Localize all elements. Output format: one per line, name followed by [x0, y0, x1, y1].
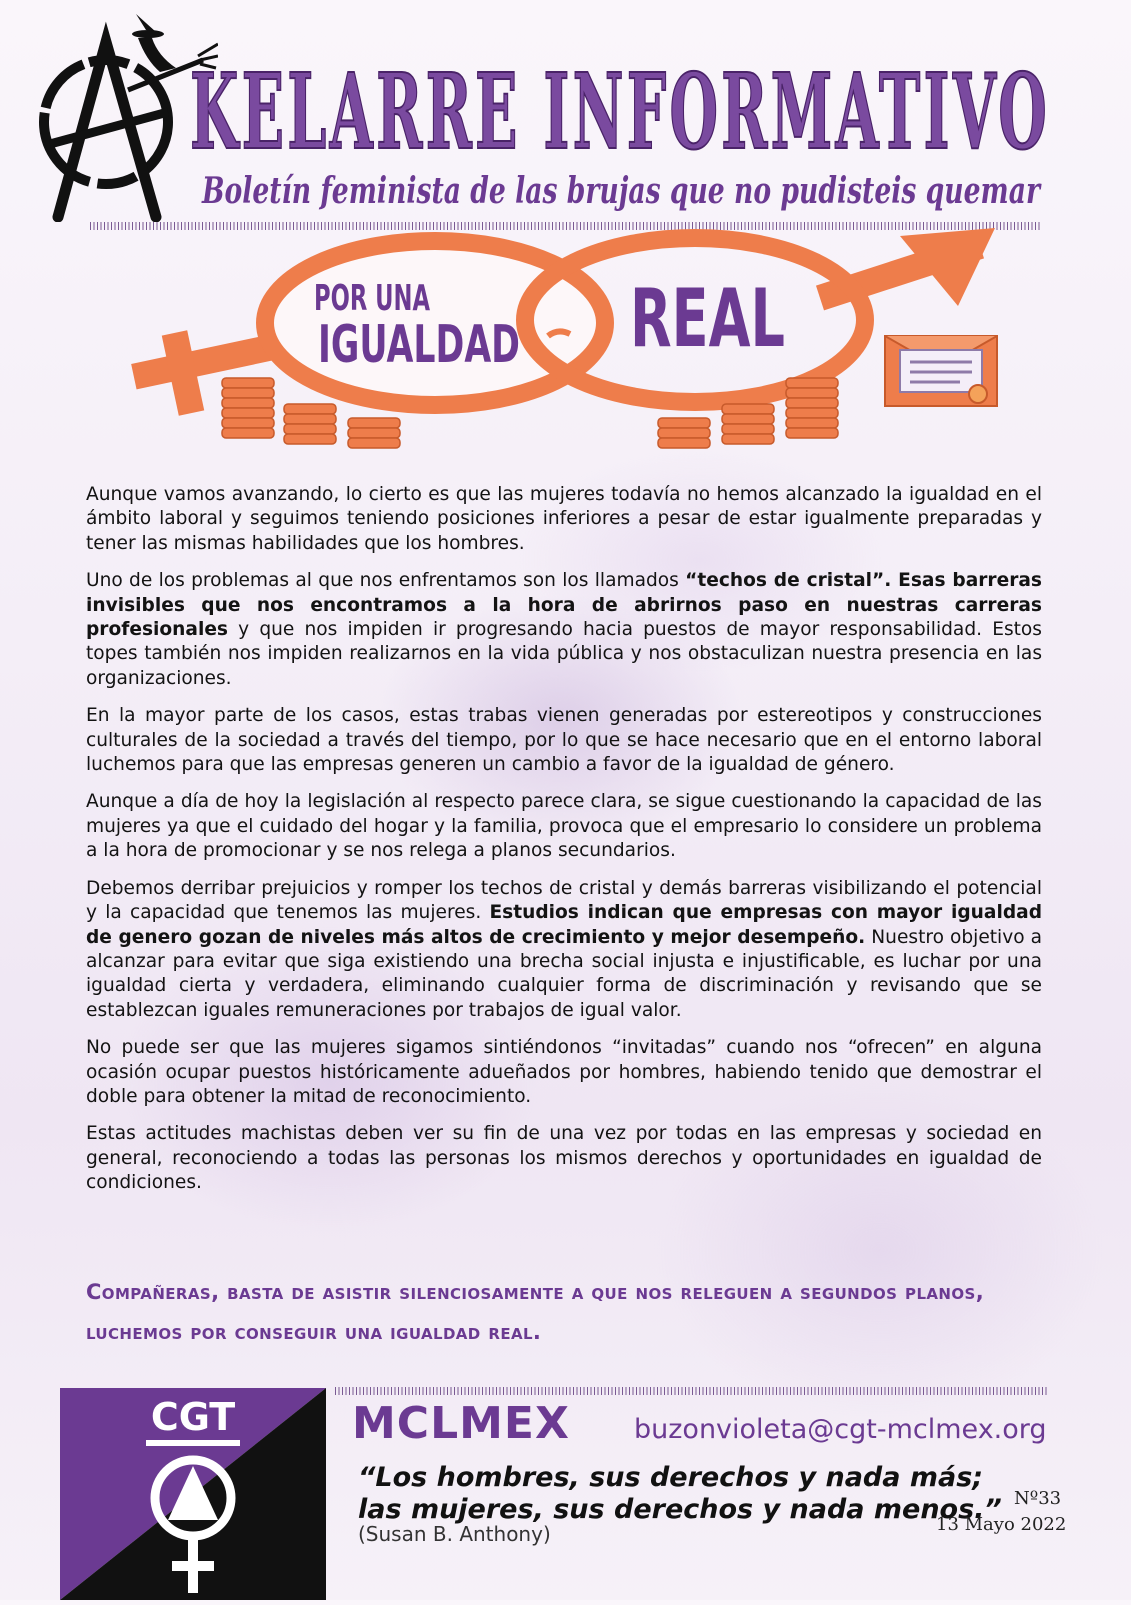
newsletter-subtitle — [200, 165, 1080, 220]
coin-stacks-right — [658, 378, 838, 448]
newsletter-subtitle-text: Boletín feminista de las brujas que no pudisteis quemar — [201, 170, 1043, 212]
certificate-icon — [885, 336, 997, 406]
quote-line: las mujeres, sus derechos y nada menos.” — [358, 1494, 1002, 1525]
issue-date: 13 Mayo 2022 — [936, 1514, 1067, 1535]
quote-line: “Los hombres, sus derechos y nada más; — [358, 1462, 984, 1493]
paragraph-text: Uno de los problemas al que nos enfrentamos son los llamados — [86, 570, 686, 592]
article-paragraph: Aunque a día de hoy la legislación al respecto parece clara, se sigue cuestionando la capacidad de las mujeres ya que el cuidado del hogar y la familia, provoca que el empresario lo considere un problema a la hora de promocionar y se nos relega a planos secundarios. — [86, 791, 1042, 862]
cgt-logo-block — [60, 1388, 326, 1600]
closing-call: Compañeras, basta de asistir silenciosamente a que nos releguen a segundos planos, luchemos por conseguir una igualdad real. — [86, 1280, 985, 1344]
footer-divider — [335, 1387, 1047, 1395]
paragraph-highlight: Estudios indican que empresas con mayor igualdad de genero gozan de niveles más altos de crecimiento y mejor desempeño. — [86, 902, 1042, 948]
paragraph-highlight: “techos de cristal”. Esas barreras invisibles que nos encontramos a la hora de abrirnos paso en nuestras carreras profesionales — [86, 570, 1042, 641]
cgt-label: CGT — [150, 1395, 236, 1439]
footer-quote — [358, 1462, 1002, 1526]
issue-number: Nº33 — [1014, 1488, 1062, 1509]
article-paragraph: En la mayor parte de los casos, estas trabas vienen generadas por estereotipos y construcciones culturales de la sociedad a través del tiempo, por lo que se hace necesario que en el entorno laboral luchemos para que las empresas generen un cambio a favor de la igualdad de género. — [86, 705, 1042, 776]
org-name: MCLMEX — [352, 1398, 570, 1449]
banner-por-una: POR UNA — [314, 278, 431, 319]
paragraph-text: y que nos impiden ir progresando hacia puestos de mayor responsabilidad. Estos topes también nos impiden realizarnos en la vida pública y nos obstaculizan nuestra presencia en las organizaciones. — [86, 619, 1042, 689]
article-paragraph — [86, 877, 1042, 1023]
paragraph-text: Nuestro objetivo a alcanzar para evitar que siga existiendo una brecha social injusta e injustificable, es luchar por una igualdad cierta y verdadera, eliminando cualquier forma de discriminación y revisando que se establezcan iguales remuneraciones por trabajos de igual valor. — [86, 926, 1042, 1021]
contact-email[interactable]: buzonvioleta@cgt-mclmex.org — [634, 1414, 1047, 1445]
equality-banner — [100, 228, 1030, 453]
banner-igualdad: IGUALDAD — [318, 315, 520, 375]
newsletter-title-text: KELARRE INFORMATIVO — [190, 50, 1050, 168]
quote-author: (Susan B. Anthony) — [358, 1522, 551, 1546]
newsletter-title — [190, 48, 1070, 168]
banner-real: REAL — [630, 272, 785, 365]
article-paragraph — [86, 569, 1042, 691]
article-body — [86, 483, 1042, 1209]
article-paragraph: No puede ser que las mujeres sigamos sintiéndonos “invitadas” cuando nos “ofrecen” en alguna ocasión ocupar puestos históricamente adueñados por hombres, habiendo tenido que demostrar el doble para obtener la mitad de reconocimiento. — [86, 1037, 1042, 1107]
paragraph-text: Debemos derribar prejuicios y romper los techos de cristal y demás barreras visibilizando el potencial y la capacidad que tenemos las mujeres. — [86, 877, 1042, 924]
article-paragraph: Aunque vamos avanzando, lo cierto es que las mujeres todavía no hemos alcanzado la igualdad en el ámbito laboral y seguimos teniendo posiciones inferiores a pesar de estar igualmente preparadas y tener las mismas habilidades que los hombres. — [86, 484, 1042, 554]
article-paragraph: Estas actitudes machistas deben ver su fin de una vez por todas en las empresas y sociedad en general, reconociendo a todas las personas los mismos derechos y oportunidades en igualdad de condiciones. — [86, 1123, 1042, 1194]
